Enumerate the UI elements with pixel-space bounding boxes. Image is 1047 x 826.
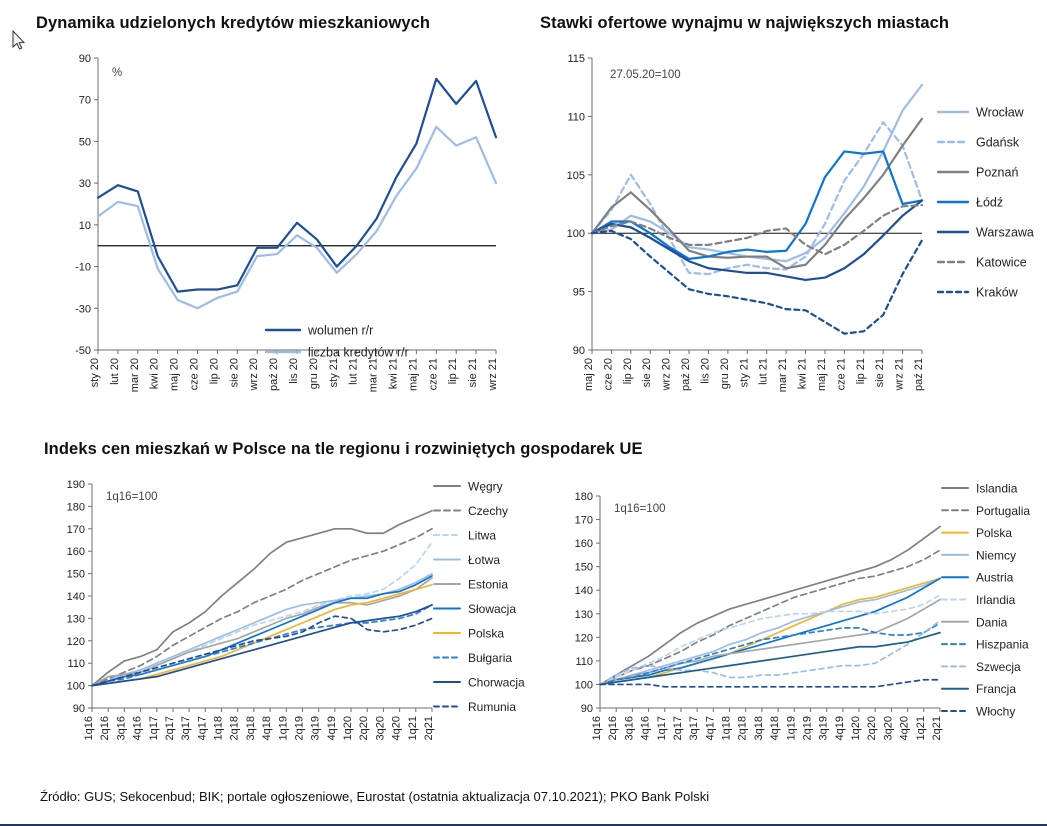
svg-text:1q21: 1q21: [406, 716, 419, 741]
svg-text:10: 10: [78, 219, 91, 232]
svg-text:170: 170: [574, 514, 593, 527]
svg-text:lip 21: lip 21: [447, 358, 460, 385]
svg-text:2q19: 2q19: [293, 716, 306, 741]
svg-text:Kraków: Kraków: [976, 285, 1018, 300]
svg-text:140: 140: [66, 591, 85, 603]
svg-text:70: 70: [78, 94, 91, 107]
chart-region: [36, 470, 536, 770]
svg-text:liczba kredytów r/r: liczba kredytów r/r: [308, 345, 409, 360]
svg-text:3q17: 3q17: [180, 716, 193, 741]
svg-text:gru 20: gru 20: [718, 358, 731, 390]
svg-text:4q18: 4q18: [769, 716, 782, 741]
svg-text:-30: -30: [75, 303, 91, 316]
svg-text:wrz 20: wrz 20: [248, 358, 261, 391]
svg-text:3q20: 3q20: [374, 716, 387, 741]
svg-text:Rumunia: Rumunia: [468, 700, 517, 714]
svg-text:95: 95: [572, 286, 585, 299]
svg-text:90: 90: [72, 703, 85, 715]
svg-text:170: 170: [66, 523, 85, 536]
svg-text:maj 20: maj 20: [168, 358, 181, 392]
chart-title-credit: Dynamika udzielonych kredytów mieszkaniowych: [36, 14, 431, 32]
svg-text:Austria: Austria: [976, 570, 1014, 585]
svg-text:2q20: 2q20: [866, 716, 879, 741]
svg-text:4q16: 4q16: [639, 716, 652, 741]
svg-text:4q19: 4q19: [325, 716, 338, 741]
svg-text:4q17: 4q17: [704, 716, 717, 741]
svg-text:105: 105: [566, 169, 585, 182]
svg-text:3q20: 3q20: [882, 716, 895, 741]
svg-text:lut 21: lut 21: [757, 358, 770, 385]
svg-text:Estonia: Estonia: [468, 577, 509, 592]
chart-developed: [544, 470, 1047, 770]
svg-text:lis 20: lis 20: [699, 358, 712, 384]
svg-text:1q16: 1q16: [83, 716, 95, 741]
svg-text:120: 120: [574, 632, 593, 645]
svg-text:2q17: 2q17: [671, 716, 684, 741]
svg-text:%: %: [112, 67, 123, 79]
svg-text:maj 21: maj 21: [407, 358, 420, 392]
svg-text:Warszawa: Warszawa: [976, 225, 1034, 240]
svg-text:lip 20: lip 20: [621, 358, 634, 385]
svg-text:Włochy: Włochy: [976, 704, 1016, 719]
svg-text:4q16: 4q16: [131, 716, 144, 741]
svg-text:4q17: 4q17: [196, 716, 209, 741]
svg-text:sie 21: sie 21: [874, 358, 887, 388]
svg-text:Niemcy: Niemcy: [976, 548, 1017, 563]
svg-text:110: 110: [67, 658, 85, 671]
svg-text:sie 21: sie 21: [467, 358, 480, 388]
svg-text:1q16=100: 1q16=100: [106, 491, 158, 503]
svg-text:3q19: 3q19: [817, 716, 830, 741]
svg-text:1q20: 1q20: [850, 716, 863, 741]
svg-text:115: 115: [567, 53, 585, 65]
svg-text:lut 21: lut 21: [347, 358, 360, 385]
svg-text:1q16=100: 1q16=100: [614, 503, 666, 515]
svg-text:1q20: 1q20: [342, 716, 355, 741]
svg-text:Irlandia: Irlandia: [976, 593, 1016, 607]
svg-text:2q20: 2q20: [358, 716, 371, 741]
chart-credit: [36, 40, 506, 410]
svg-text:sty 21: sty 21: [327, 358, 340, 388]
svg-text:cze 20: cze 20: [602, 358, 615, 391]
svg-text:wrz 20: wrz 20: [660, 358, 673, 391]
svg-text:mar 21: mar 21: [367, 358, 380, 393]
svg-text:cze 20: cze 20: [188, 358, 201, 391]
svg-text:2q18: 2q18: [228, 716, 241, 741]
svg-text:130: 130: [574, 608, 593, 621]
svg-text:lip 21: lip 21: [854, 358, 867, 385]
svg-text:4q20: 4q20: [390, 716, 403, 741]
svg-text:30: 30: [78, 178, 91, 191]
svg-text:3q16: 3q16: [623, 716, 636, 741]
svg-text:2q21: 2q21: [931, 716, 943, 741]
svg-text:190: 190: [66, 479, 85, 491]
svg-text:180: 180: [66, 501, 85, 514]
svg-text:110: 110: [575, 655, 593, 668]
svg-text:3q18: 3q18: [752, 716, 765, 741]
svg-text:Łódź: Łódź: [976, 195, 1004, 210]
svg-text:110: 110: [567, 111, 585, 124]
svg-text:kwi 21: kwi 21: [387, 358, 400, 390]
svg-text:Islandia: Islandia: [976, 481, 1018, 496]
svg-text:2q18: 2q18: [736, 716, 749, 741]
svg-text:kwi 21: kwi 21: [796, 358, 809, 390]
source-note: Źródło: GUS; Sekocenbud; BIK; portale ogłoszeniowe, Eurostat (ostatnia aktualizacja 07.10.2021); PKO Bank Polski: [40, 789, 710, 804]
svg-text:3q16: 3q16: [115, 716, 128, 741]
svg-text:3q17: 3q17: [688, 716, 701, 741]
svg-text:Łotwa: Łotwa: [468, 553, 501, 567]
svg-text:27.05.20=100: 27.05.20=100: [610, 69, 681, 81]
chart-title-index: Indeks cen mieszkań w Polsce na tle regionu i rozwiniętych gospodarek UE: [44, 440, 643, 458]
svg-text:160: 160: [66, 546, 85, 559]
svg-text:130: 130: [66, 613, 85, 626]
svg-text:Węgry: Węgry: [468, 479, 503, 494]
svg-text:gru 20: gru 20: [307, 358, 320, 390]
svg-text:2q21: 2q21: [423, 716, 435, 741]
svg-text:Portugalia: Portugalia: [976, 503, 1031, 518]
svg-text:kwi 20: kwi 20: [148, 358, 161, 390]
svg-text:paź 21: paź 21: [913, 358, 925, 392]
svg-text:Szwecja: Szwecja: [976, 659, 1021, 674]
svg-text:150: 150: [66, 568, 85, 581]
svg-text:Bułgaria: Bułgaria: [468, 651, 513, 665]
svg-text:4q18: 4q18: [261, 716, 274, 741]
svg-text:-50: -50: [75, 345, 91, 357]
svg-text:1q19: 1q19: [277, 716, 290, 741]
svg-text:wrz 21: wrz 21: [487, 358, 499, 391]
chart-panel-credit: [36, 14, 506, 414]
chart-rents: [540, 40, 1040, 410]
svg-text:3q18: 3q18: [244, 716, 257, 741]
svg-text:90: 90: [78, 53, 91, 65]
svg-text:100: 100: [566, 228, 585, 241]
svg-text:lip 20: lip 20: [208, 358, 221, 385]
svg-text:sty 20: sty 20: [89, 358, 101, 388]
svg-text:1q17: 1q17: [655, 716, 668, 741]
svg-text:1q19: 1q19: [785, 716, 798, 741]
svg-text:1q18: 1q18: [720, 716, 733, 741]
svg-text:lis 20: lis 20: [288, 358, 300, 384]
svg-text:Wrocław: Wrocław: [976, 105, 1024, 120]
svg-text:100: 100: [574, 679, 593, 692]
svg-text:4q19: 4q19: [833, 716, 846, 741]
svg-text:2q16: 2q16: [99, 716, 112, 741]
svg-text:1q17: 1q17: [147, 716, 160, 741]
svg-text:Polska: Polska: [468, 626, 505, 641]
svg-text:lut 20: lut 20: [108, 358, 121, 385]
svg-text:50: 50: [78, 136, 91, 149]
mouse-cursor-icon: [13, 31, 27, 51]
svg-text:2q17: 2q17: [163, 716, 176, 741]
svg-text:1q16: 1q16: [591, 716, 603, 741]
svg-text:Hiszpania: Hiszpania: [976, 637, 1029, 652]
svg-text:cze 21: cze 21: [427, 358, 440, 391]
svg-text:cze 21: cze 21: [835, 358, 848, 391]
svg-text:Poznań: Poznań: [976, 165, 1019, 180]
svg-text:wolumen r/r: wolumen r/r: [308, 323, 374, 338]
svg-text:mar 21: mar 21: [777, 358, 790, 393]
svg-text:maj 21: maj 21: [815, 358, 828, 392]
svg-text:140: 140: [574, 585, 593, 598]
svg-text:1q18: 1q18: [212, 716, 225, 741]
svg-text:sty 21: sty 21: [738, 358, 751, 388]
chart-panel-index: [44, 440, 1031, 780]
svg-text:Katowice: Katowice: [976, 255, 1027, 270]
svg-text:Czechy: Czechy: [468, 504, 509, 518]
svg-text:120: 120: [66, 635, 85, 648]
svg-text:1q21: 1q21: [914, 716, 927, 741]
svg-text:mar 20: mar 20: [128, 358, 141, 393]
chart-panel-rents: [540, 14, 1040, 414]
svg-text:180: 180: [574, 491, 593, 503]
svg-text:paź 20: paź 20: [268, 358, 281, 392]
svg-text:Chorwacja: Chorwacja: [468, 675, 525, 690]
svg-text:Dania: Dania: [976, 615, 1008, 630]
svg-text:4q20: 4q20: [898, 716, 911, 741]
svg-text:Francja: Francja: [976, 682, 1017, 697]
svg-text:90: 90: [572, 345, 585, 357]
svg-text:100: 100: [66, 680, 85, 693]
svg-text:3q19: 3q19: [309, 716, 322, 741]
svg-text:-10: -10: [75, 261, 91, 274]
svg-text:wrz 21: wrz 21: [893, 358, 906, 391]
svg-text:paź 20: paź 20: [680, 358, 693, 392]
svg-text:2q16: 2q16: [607, 716, 620, 741]
svg-text:2q19: 2q19: [801, 716, 814, 741]
svg-text:160: 160: [574, 538, 593, 551]
svg-text:Gdańsk: Gdańsk: [976, 135, 1020, 150]
svg-text:Polska: Polska: [976, 526, 1013, 541]
svg-text:90: 90: [580, 703, 593, 715]
svg-text:sie 20: sie 20: [228, 358, 241, 388]
chart-title-rents: Stawki ofertowe wynajmu w największych miastach: [540, 14, 950, 32]
svg-text:150: 150: [574, 561, 593, 574]
svg-text:sie 20: sie 20: [641, 358, 654, 388]
svg-text:Słowacja: Słowacja: [468, 602, 517, 616]
svg-text:maj 20: maj 20: [583, 358, 595, 392]
svg-text:Litwa: Litwa: [468, 528, 497, 543]
